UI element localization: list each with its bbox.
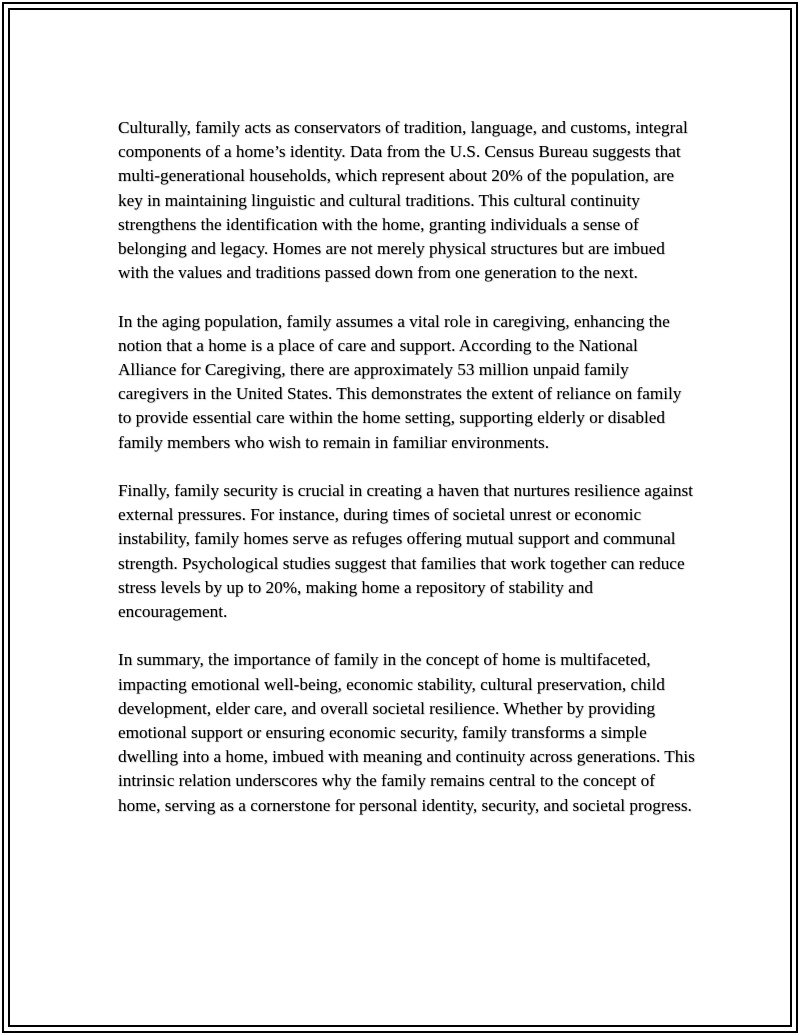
- paragraph-summary: In summary, the importance of family in the concept of home is multifaceted, impacting emotional well-being, economic stability, cultural preservation, child development, elder care, and overall societal resilience. Whether by providing emotional support or ensuring economic security, family transforms a simple dwelling into a home, imbued with meaning and continuity across generations. This intrinsic relation underscores why the family remains central to the concept of home, serving as a cornerstone for personal identity, security, and societal progress.: [118, 650, 695, 815]
- paragraph-family-security: Finally, family security is crucial in creating a haven that nurtures resilience against external pressures. For instance, during times of societal unrest or economic instability, family homes serve as refuges offering mutual support and communal strength. Psychological studies suggest that families that work together can reduce stress levels by up to 20%, making home a repository of stability and encouragement.: [118, 481, 693, 622]
- paragraph-cultural-traditions: Culturally, family acts as conservators of tradition, language, and customs, integral components of a home’s identity. Data from the U.S. Census Bureau suggests that multi-generational households, which represent about 20% of the population, are key in maintaining linguistic and cultural traditions. This cultural continuity strengthens the identification with the home, granting individuals a sense of belonging and legacy. Homes are not merely physical structures but are imbued with the values and traditions passed down from one generation to the next.: [118, 118, 688, 283]
- document-body: [118, 116, 698, 818]
- paragraph-caregiving: In the aging population, family assumes a vital role in caregiving, enhancing the notion that a home is a place of care and support. According to the National Alliance for Caregiving, there are approximately 53 million unpaid family caregivers in the United States. This demonstrates the extent of reliance on family to provide essential care within the home setting, supporting elderly or disabled family members who wish to remain in familiar environments.: [118, 311, 682, 452]
